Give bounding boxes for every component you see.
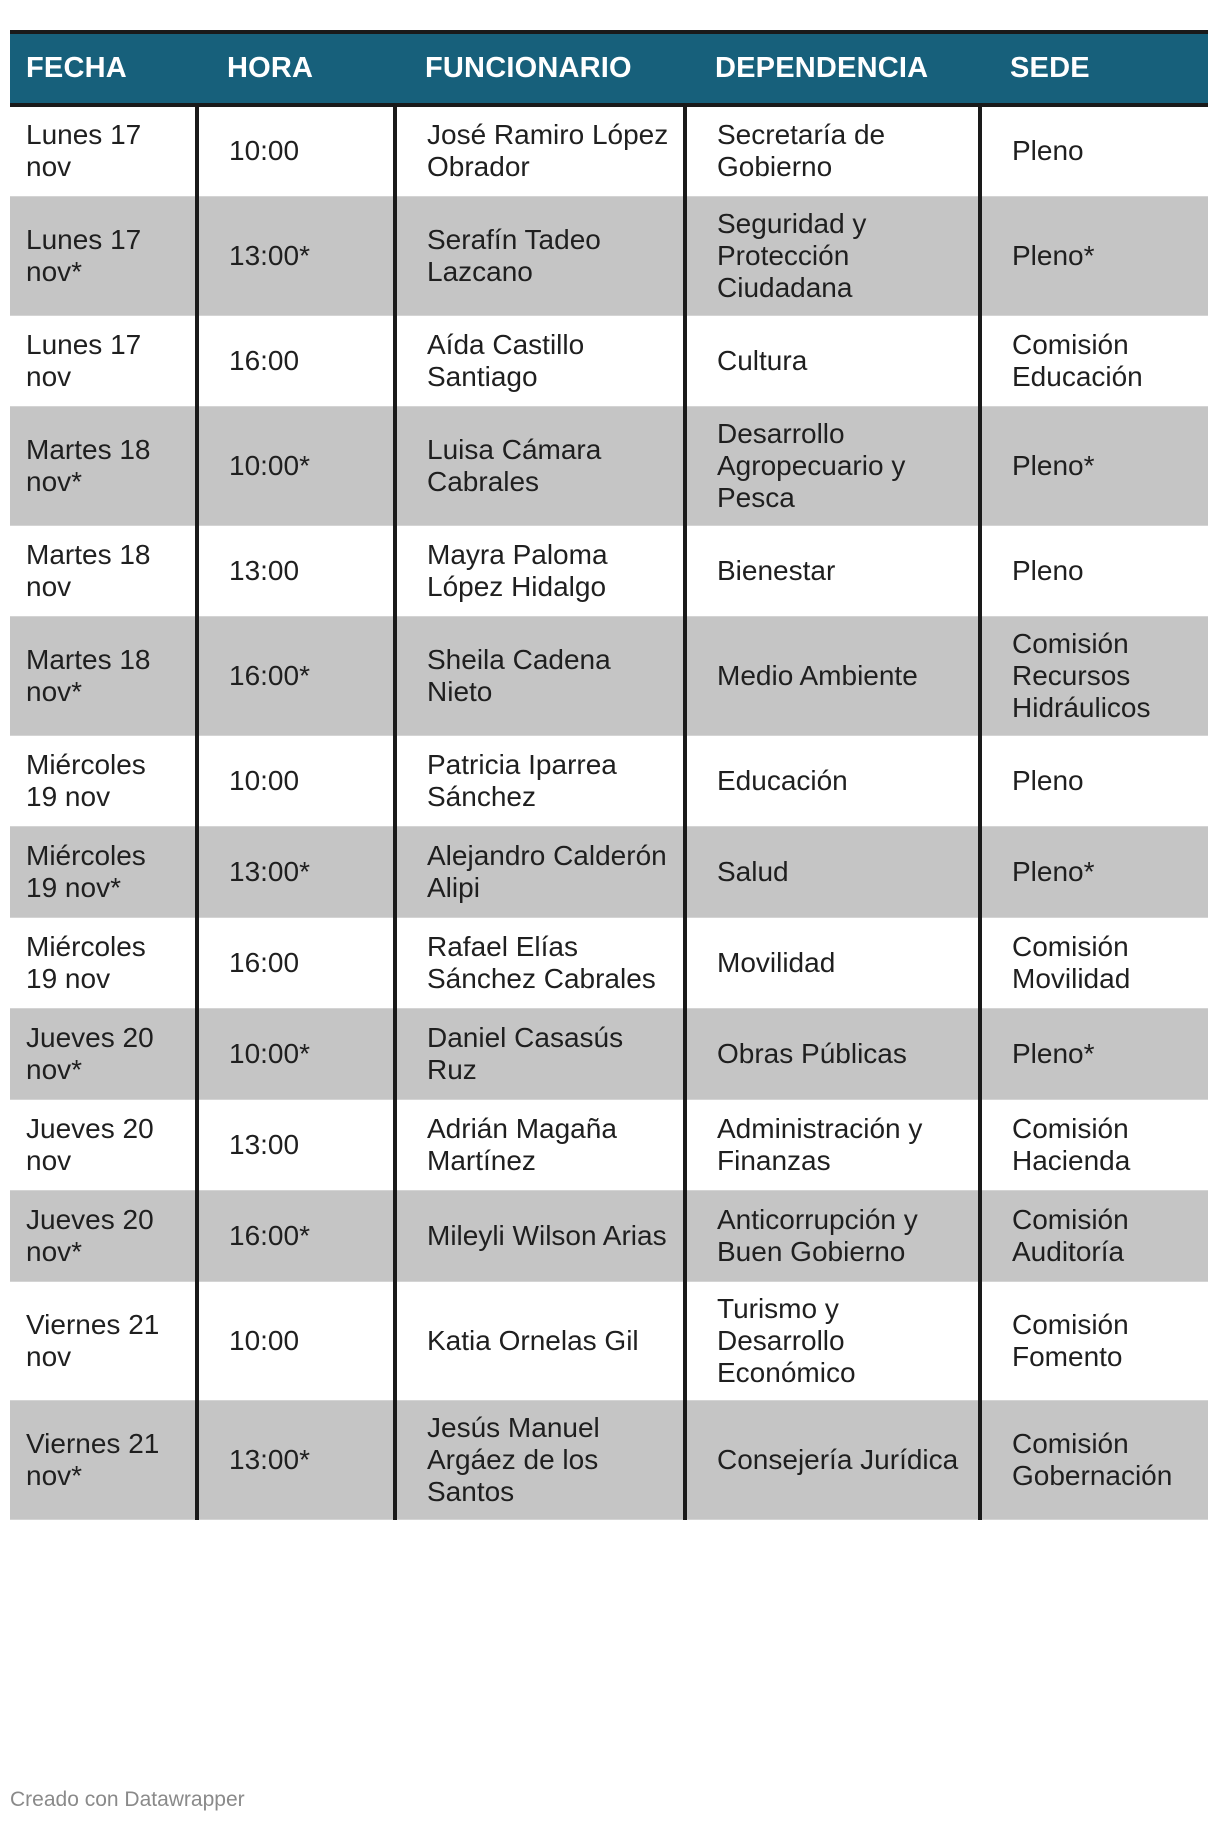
cell-fecha: Miércoles 19 nov [10, 735, 197, 826]
cell-funcionario: Serafín Tadeo Lazcano [395, 196, 685, 315]
cell-fecha: Lunes 17 nov [10, 315, 197, 406]
table-row [10, 1099, 1208, 1190]
cell-funcionario: Katia Ornelas Gil [395, 1281, 685, 1400]
table-body [10, 105, 1208, 1519]
cell-sede: Pleno [980, 105, 1208, 196]
cell-funcionario: Jesús Manuel Argáez de los Santos [395, 1400, 685, 1519]
cell-sede: Pleno [980, 735, 1208, 826]
header-hora: HORA [197, 32, 395, 105]
cell-funcionario: Alejandro Calderón Alipi [395, 826, 685, 917]
table-row [10, 196, 1208, 315]
cell-funcionario: Adrián Magaña Martínez [395, 1099, 685, 1190]
cell-sede: Pleno* [980, 1008, 1208, 1099]
cell-fecha: Jueves 20 nov* [10, 1190, 197, 1281]
cell-hora: 13:00* [197, 196, 395, 315]
cell-fecha: Lunes 17 nov [10, 105, 197, 196]
cell-sede: Comisión Hacienda [980, 1099, 1208, 1190]
cell-funcionario: Sheila Cadena Nieto [395, 616, 685, 735]
cell-dependencia: Cultura [685, 315, 980, 406]
cell-fecha: Miércoles 19 nov* [10, 826, 197, 917]
cell-dependencia: Desarrollo Agropecuario y Pesca [685, 406, 980, 525]
schedule-table [10, 30, 1208, 1520]
cell-fecha: Martes 18 nov [10, 525, 197, 616]
table-row [10, 525, 1208, 616]
cell-sede: Pleno [980, 525, 1208, 616]
cell-funcionario: José Ramiro López Obrador [395, 105, 685, 196]
table-row [10, 826, 1208, 917]
cell-dependencia: Seguridad y Protección Ciudadana [685, 196, 980, 315]
header-fecha: FECHA [10, 32, 197, 105]
cell-dependencia: Movilidad [685, 917, 980, 1008]
cell-hora: 16:00* [197, 616, 395, 735]
cell-hora: 16:00 [197, 315, 395, 406]
cell-sede: Pleno* [980, 406, 1208, 525]
cell-hora: 16:00 [197, 917, 395, 1008]
table-row [10, 735, 1208, 826]
table-row [10, 1008, 1208, 1099]
cell-hora: 13:00* [197, 826, 395, 917]
table-row [10, 917, 1208, 1008]
table-row [10, 1400, 1208, 1519]
cell-dependencia: Obras Públicas [685, 1008, 980, 1099]
cell-dependencia: Educación [685, 735, 980, 826]
table-row [10, 616, 1208, 735]
cell-fecha: Jueves 20 nov [10, 1099, 197, 1190]
cell-funcionario: Mileyli Wilson Arias [395, 1190, 685, 1281]
header-sede: SEDE [980, 32, 1208, 105]
cell-sede: Pleno* [980, 826, 1208, 917]
cell-hora: 16:00* [197, 1190, 395, 1281]
cell-fecha: Martes 18 nov* [10, 616, 197, 735]
schedule-table-container [10, 30, 1208, 1520]
cell-sede: Comisión Gobernación [980, 1400, 1208, 1519]
cell-funcionario: Patricia Iparrea Sánchez [395, 735, 685, 826]
cell-funcionario: Aída Castillo Santiago [395, 315, 685, 406]
cell-hora: 10:00 [197, 1281, 395, 1400]
table-row [10, 105, 1208, 196]
cell-funcionario: Luisa Cámara Cabrales [395, 406, 685, 525]
cell-funcionario: Daniel Casasús Ruz [395, 1008, 685, 1099]
header-dependencia: DEPENDENCIA [685, 32, 980, 105]
cell-funcionario: Mayra Paloma López Hidalgo [395, 525, 685, 616]
table-header-row [10, 32, 1208, 105]
cell-fecha: Miércoles 19 nov [10, 917, 197, 1008]
header-funcionario: FUNCIONARIO [395, 32, 685, 105]
cell-dependencia: Bienestar [685, 525, 980, 616]
cell-sede: Comisión Educación [980, 315, 1208, 406]
cell-funcionario: Rafael Elías Sánchez Cabrales [395, 917, 685, 1008]
cell-hora: 10:00* [197, 1008, 395, 1099]
cell-fecha: Viernes 21 nov* [10, 1400, 197, 1519]
table-row [10, 315, 1208, 406]
cell-sede: Comisión Recursos Hidráulicos [980, 616, 1208, 735]
cell-fecha: Martes 18 nov* [10, 406, 197, 525]
cell-hora: 13:00 [197, 525, 395, 616]
cell-hora: 10:00 [197, 735, 395, 826]
cell-dependencia: Medio Ambiente [685, 616, 980, 735]
table-row [10, 1190, 1208, 1281]
table-row [10, 1281, 1208, 1400]
cell-hora: 10:00 [197, 105, 395, 196]
table-row [10, 406, 1208, 525]
datawrapper-credit[interactable]: Creado con Datawrapper [10, 1788, 245, 1811]
cell-fecha: Lunes 17 nov* [10, 196, 197, 315]
cell-hora: 10:00* [197, 406, 395, 525]
cell-dependencia: Salud [685, 826, 980, 917]
cell-hora: 13:00 [197, 1099, 395, 1190]
cell-dependencia: Administración y Finanzas [685, 1099, 980, 1190]
cell-hora: 13:00* [197, 1400, 395, 1519]
cell-sede: Pleno* [980, 196, 1208, 315]
cell-sede: Comisión Fomento [980, 1281, 1208, 1400]
cell-dependencia: Secretaría de Gobierno [685, 105, 980, 196]
cell-dependencia: Turismo y Desarrollo Económico [685, 1281, 980, 1400]
cell-dependencia: Consejería Jurídica [685, 1400, 980, 1519]
cell-sede: Comisión Auditoría [980, 1190, 1208, 1281]
table-header [10, 32, 1208, 105]
cell-fecha: Jueves 20 nov* [10, 1008, 197, 1099]
cell-dependencia: Anticorrupción y Buen Gobierno [685, 1190, 980, 1281]
cell-sede: Comisión Movilidad [980, 917, 1208, 1008]
cell-fecha: Viernes 21 nov [10, 1281, 197, 1400]
